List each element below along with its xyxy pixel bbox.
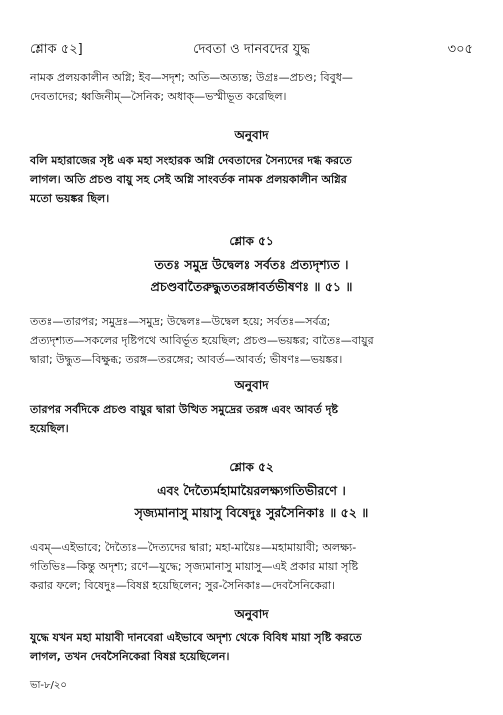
translation-line: হয়েছিল। [30,422,69,435]
translation-line: তারপর সর্বদিকে প্রচণ্ড বায়ুর দ্বারা উত্থিত সমুদ্রের তরঙ্গ এবং আবর্ত দৃষ্ট [30,403,338,416]
page-footer: ভা-৮/২০ [30,680,67,691]
verse-line: সৃজ্যমানাসু মায়াসু বিষেদুঃ সুরসৈনিকাঃ ॥ ৫২ ॥ [134,505,369,520]
translation-heading: অনুবাদ [234,128,269,142]
verse-line: এবং দৈত্যৈর্মহামায়ৈরলক্ষ্যগতিভীরণে । [157,483,346,498]
translation-heading: অনুবাদ [234,378,269,392]
synonyms [30,538,473,595]
verse-text [30,480,473,524]
verse-line: ততঃ সমুদ্র উদ্বেলঃ সর্বতঃ প্রত্যদৃশ্যত । [154,257,349,272]
translation-line: লাগল। অতি প্রচণ্ড বায়ু সহ সেই অগ্নি সাংবর্তক নামক প্রলয়কালীন অগ্নির [30,173,347,186]
synonym-line: এবম্—এইভাবে; দৈত্যৈঃ—দৈত্যদের দ্বারা; মহা-মায়ৈঃ—মহামায়াবী; অলক্ষ্য- [30,541,357,554]
synonym-line: প্রত্যদৃশ্যত—সকলের দৃষ্টিপথে আবির্ভূত হয়েছিল; প্রচণ্ড—ভয়ঙ্কর; বাতৈঃ—বায়ুর [30,334,374,347]
translation-line: মতো ভয়ঙ্কর ছিল। [30,192,110,205]
translation-text [30,400,473,438]
synonyms [30,312,473,369]
page-header [30,40,473,60]
synonym-line: গতিভিঃ—কিন্তু অদৃশ্য; রণে—যুদ্ধে; সৃজ্যমানাসু মায়াসু—এই প্রকার মায়া সৃষ্টি [30,560,359,573]
translation-heading: অনুবাদ [234,607,269,621]
synonym-line: করার ফলে; বিষেদুঃ—বিষণ্ণ হয়েছিলেন; সুর-সৈনিকাঃ—দেবসৈনিকেরা। [30,579,335,592]
translation-text [30,151,473,208]
synonym-line: ততঃ—তারপর; সমুদ্রঃ—সমুদ্র; উদ্বেলঃ—উদ্বেল হয়ে; সর্বতঃ—সর্বত্র; [30,315,331,328]
synonym-line: নামক প্রলয়কালীন অগ্নি; ইব—সদৃশ; অতি—অত্যন্ত; উগ্রঃ—প্রচণ্ড; বিবুধ— [30,71,353,84]
translation-line: লাগল, তখন দেবসৈনিকেরা বিষণ্ণ হয়েছিলেন। [30,650,230,663]
verse-heading: শ্লোক ৫২ [229,460,274,474]
top-synonyms [30,68,473,106]
header-chapter-title: দেবতা ও দানবদের যুদ্ধ [193,42,310,57]
translation-line: যুদ্ধে যখন মহা মায়াবী দানবেরা এইভাবে অদৃশ্য থেকে বিবিধ মায়া সৃষ্টি করতে [30,631,362,644]
synonym-line: দ্বারা; উদ্ধুত—বিক্ষুব্ধ; তরঙ্গ—তরঙ্গের; আবর্ত—আবর্ত; ভীষণঃ—ভয়ঙ্কর। [30,353,343,366]
header-verse-ref: শ্লোক ৫২] [30,42,83,57]
verse-heading: শ্লোক ৫১ [229,234,274,248]
synonym-line: দেবতাদের; ধ্বজিনীম্—সৈনিক; অধাক্—ভস্মীভূত করেছিল। [30,90,287,103]
translation-line: বলি মহারাজের সৃষ্ট এক মহা সংহারক অগ্নি দেবতাদের সৈন্যদের দগ্ধ করতে [30,154,352,167]
verse-text [30,254,473,298]
verse-line: প্রচণ্ডবাতৈরুদ্ধুততরঙ্গাবর্তভীষণঃ ॥ ৫১ ॥ [150,279,353,294]
header-page-number: ৩০৫ [447,42,473,57]
translation-text [30,628,473,666]
